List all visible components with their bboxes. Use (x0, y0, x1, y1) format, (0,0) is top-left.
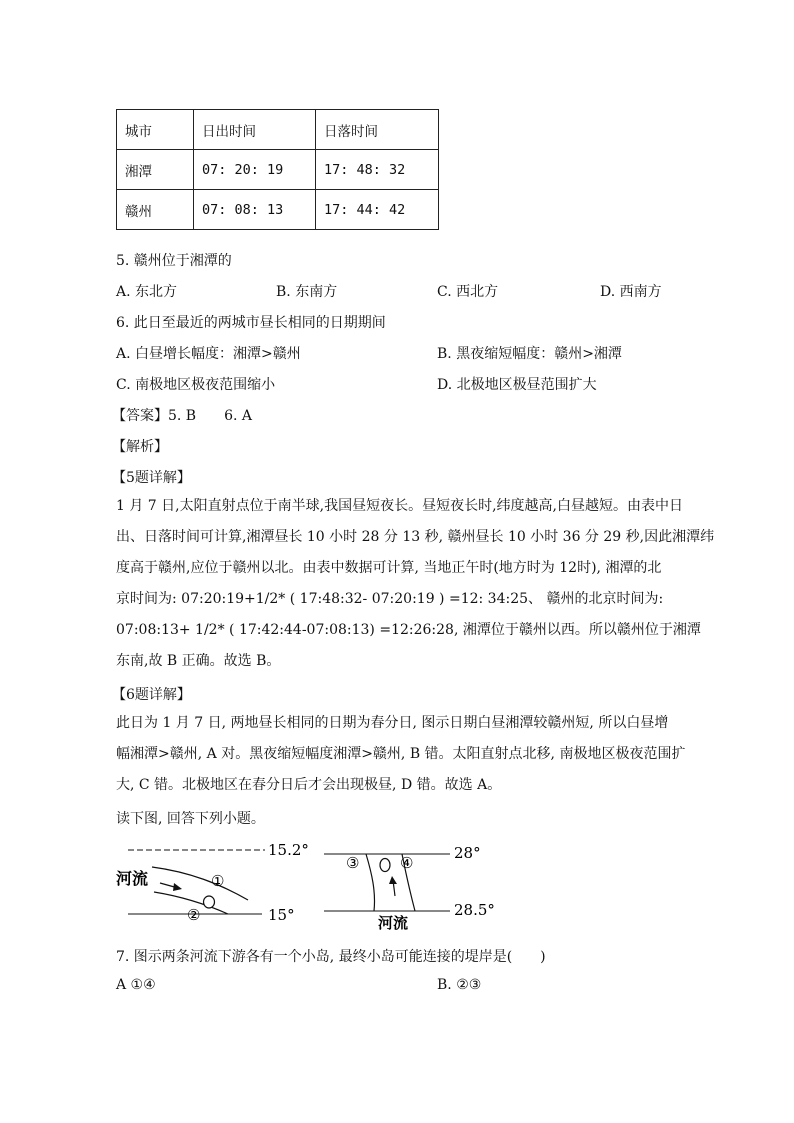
option-b: B. 东南方 (276, 284, 338, 300)
detail-line: 出、日落时间可计算,湘潭昼长 10 小时 28 分 13 秒, 赣州昼长 10 小时 36 分 29 秒,因此湘潭纬 (116, 529, 715, 545)
sunrise-cell: 07: 20: 19 (194, 150, 316, 190)
option-c: C. 西北方 (437, 284, 499, 300)
detail-line: 京时间为: 07:20:19+1/2* ( 17:48:32- 07:20:19 ) =12: 34:25、 赣州的北京时间为: (116, 591, 664, 607)
river-label: 河流 (116, 869, 149, 888)
option-b: B. 黑夜缩短幅度：赣州>湘潭 (437, 346, 622, 362)
latitude-label: 28.5° (454, 901, 495, 919)
option-c: C. 南极地区极夜范围缩小 (116, 377, 276, 393)
detail-line: 07:08:13+ 1/2* ( 17:42:44-07:08:13) =12:26:28, 湘潭位于赣州以西。所以赣州位于湘潭 (116, 622, 701, 638)
q5-detail-text (116, 491, 715, 677)
question-6-stem: 6. 此日至最近的两城市昼长相同的日期期间 (116, 315, 386, 331)
bank-label: ① (211, 872, 225, 890)
table-row (117, 190, 439, 230)
bank-label: ③ (346, 854, 360, 872)
left-river-diagram (116, 841, 309, 924)
bank-label: ④ (400, 854, 414, 872)
arrow-head (389, 876, 397, 884)
latitude-label: 15° (268, 906, 295, 924)
detail-line: 东南,故 B 正确。故选 B。 (116, 653, 281, 669)
detail-line: 此日为 1 月 7 日, 两地昼长相同的日期为春分日, 图示日期白昼湘潭较赣州短, 所以白昼增 (116, 715, 669, 731)
option-d: D. 西南方 (600, 284, 662, 300)
detail-line: 度高于赣州,应位于赣州以北。由表中数据可计算, 当地正午时(地方时为 12时), 湘潭的北 (116, 560, 662, 576)
q6-detail-heading: 【6题详解】 (112, 687, 191, 703)
detail-line: 大, C 错。北极地区在春分日后才会出现极昼, D 错。故选 A。 (116, 777, 502, 793)
latitude-label: 15.2° (268, 841, 309, 859)
question-7-stem: 7. 图示两条河流下游各有一个小岛, 最终小岛可能连接的堤岸是( ) (116, 949, 546, 965)
q6-detail-text (116, 708, 686, 801)
river-figure (110, 834, 500, 934)
analysis-label: 【解析】 (112, 439, 168, 455)
column-header: 日落时间 (316, 110, 439, 150)
option-a: A ①④ (116, 977, 156, 993)
table-row (117, 150, 439, 190)
city-cell: 湘潭 (117, 150, 194, 190)
detail-line: 1 月 7 日,太阳直射点位于南半球,我国昼短夜长。昼短夜长时,纬度越高,白昼越短。由表中日 (116, 498, 683, 514)
island-icon (380, 859, 390, 872)
option-b: B. ②③ (437, 977, 482, 993)
island-icon (204, 896, 215, 908)
detail-line: 幅湘潭>赣州, A 对。黑夜缩短幅度湘潭>赣州, B 错。太阳直射点北移, 南极地区极夜范围扩 (116, 746, 686, 762)
sunset-cell: 17: 48: 32 (316, 150, 439, 190)
table-header-row (117, 110, 439, 150)
answer-line: 【答案】5. B 6. A (112, 408, 253, 424)
river-bank-line (366, 854, 375, 911)
arrow-head (173, 883, 182, 891)
sunrise-sunset-table (116, 109, 439, 230)
bank-label: ② (187, 906, 201, 924)
question-5-stem: 5. 赣州位于湘潭的 (116, 253, 232, 269)
column-header: 日出时间 (194, 110, 316, 150)
sunset-cell: 17: 44: 42 (316, 190, 439, 230)
right-river-diagram (324, 844, 495, 932)
option-d: D. 北极地区极昼范围扩大 (437, 377, 597, 393)
option-a: A. 东北方 (116, 284, 178, 300)
q5-detail-heading: 【5题详解】 (112, 470, 191, 486)
sunrise-cell: 07: 08: 13 (194, 190, 316, 230)
river-label: 河流 (378, 914, 409, 932)
option-a: A. 白昼增长幅度：湘潭>赣州 (116, 346, 301, 362)
river-bank-line (152, 867, 248, 900)
latitude-label: 28° (454, 844, 481, 862)
city-cell: 赣州 (117, 190, 194, 230)
column-header: 城市 (117, 110, 194, 150)
instruction-line: 读下图, 回答下列小题。 (116, 811, 265, 827)
